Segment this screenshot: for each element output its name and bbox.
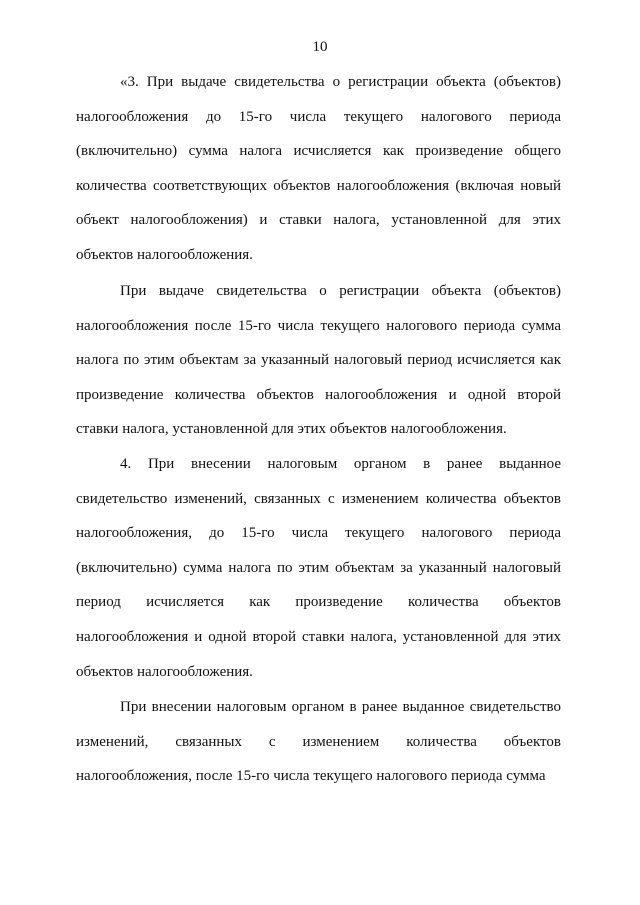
page-number: 10 <box>312 39 328 55</box>
paragraph-item-3: «3. При выдаче свидетельства о регистрации объекта (объектов) налогообложения до 15-го числа текущего налогового периода (включительно) сумма налога исчисляется как произведение общего количества соответствующих объектов налогообложения (включая новый объект налогообложения) и ставки налога, установленной для этих объектов налогообложения. <box>76 74 561 263</box>
paragraph-item-3-continuation: При выдаче свидетельства о регистрации объекта (объектов) налогообложения после 15-го числа текущего налогового периода сумма налога по этим объектам за указанный налоговый период исчисляется как произведение количества объектов налогообложения и одной второй ставки налога, установленной для этих объектов налогообложения. <box>76 283 561 438</box>
paragraph-item-4-continuation: При внесении налоговым органом в ранее выданное свидетельство изменений, связанных с изменением количества объектов налогообложения, после 15-го числа текущего налогового периода сумма <box>76 699 561 785</box>
paragraph-item-4: 4. При внесении налоговым органом в ранее выданное свидетельство изменений, связанных с изменением количества объектов налогообложения, до 15-го числа текущего налогового периода (включительно) сумма налога по этим объектам за указанный налоговый период исчисляется как произведение количества объектов налогообложения и одной второй ставки налога, установленной для этих объектов налогообложения. <box>76 456 561 680</box>
